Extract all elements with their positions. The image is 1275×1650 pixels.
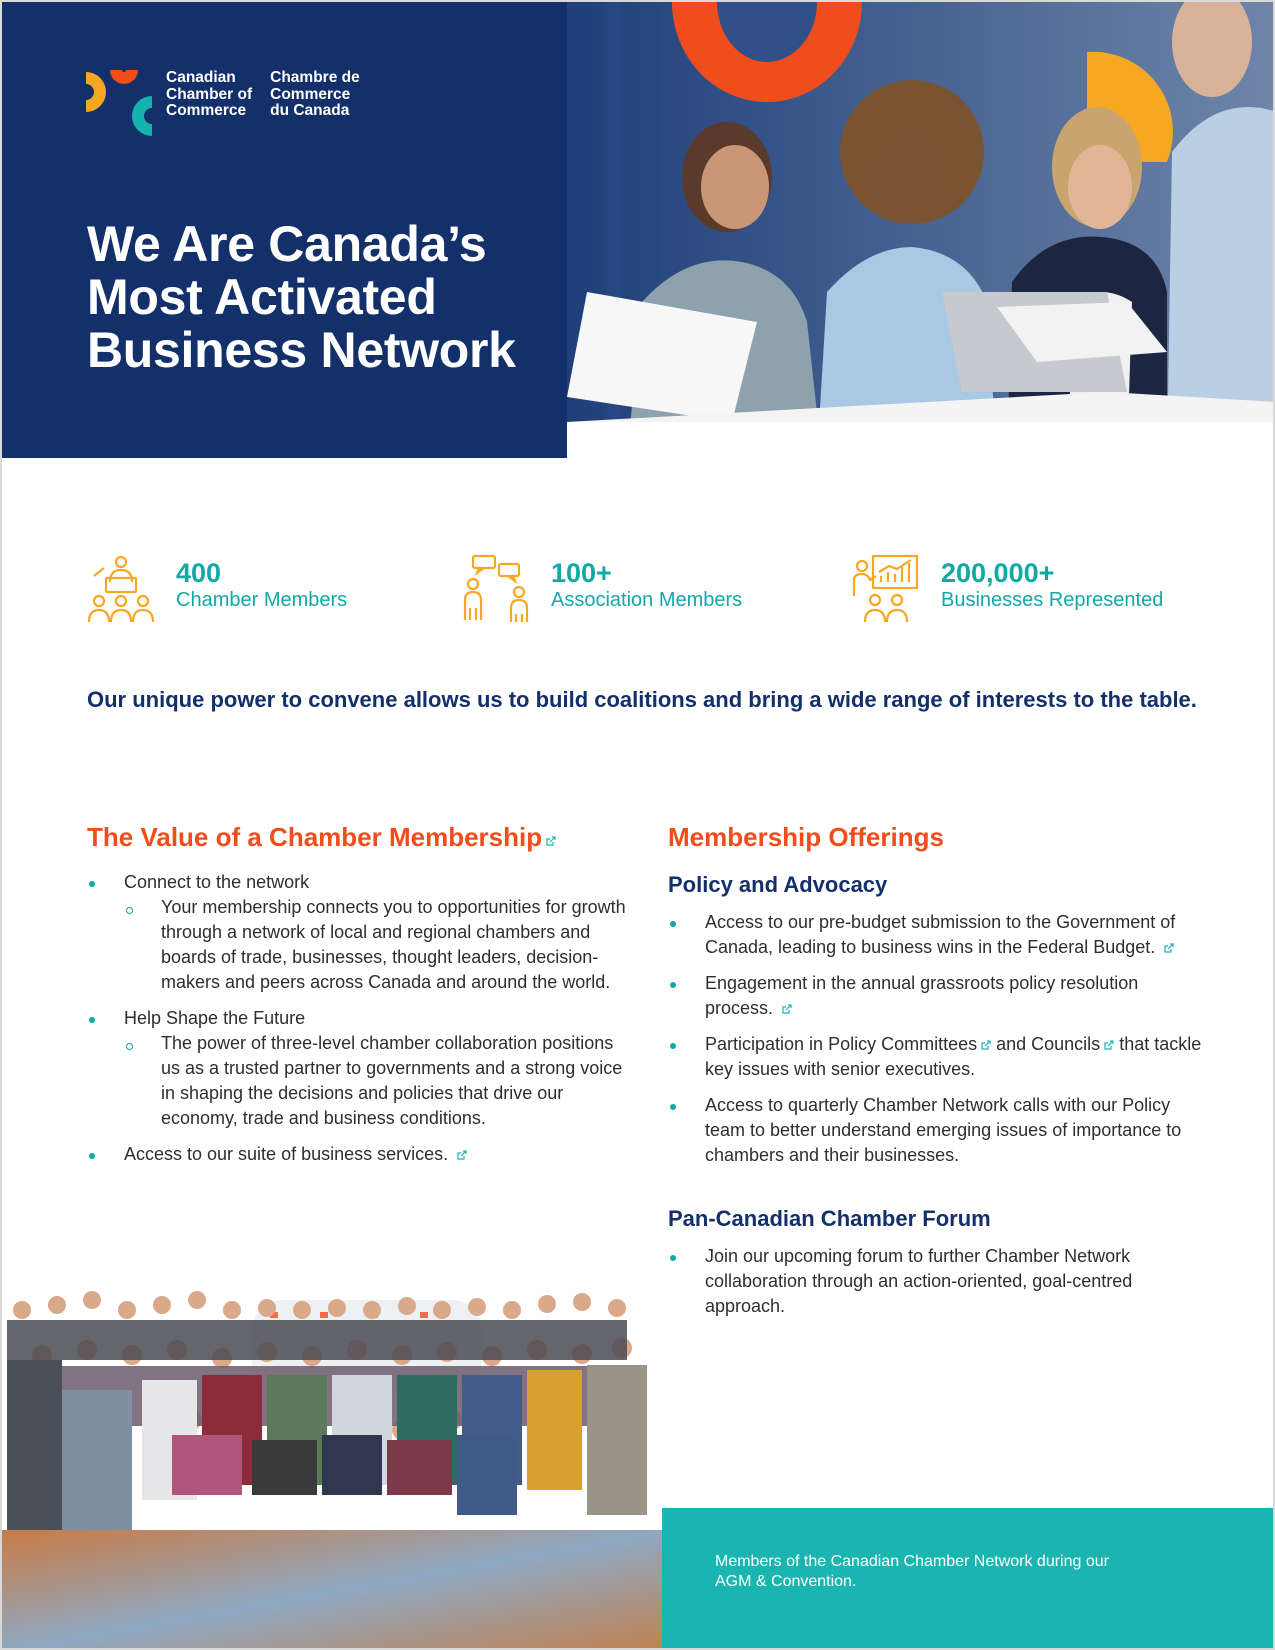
policy-committees-link[interactable]: Participation in Policy Committees xyxy=(705,1034,978,1054)
business-services-link[interactable]: Access to our suite of business services. xyxy=(124,1144,449,1164)
external-link-icon[interactable] xyxy=(457,1150,467,1160)
list-item-text: Help Shape the Future xyxy=(124,1008,306,1028)
lead-statement: Our unique power to convene allows us to build coalitions and bring a wide range of interests to the table. xyxy=(87,687,1197,712)
external-link-icon[interactable] xyxy=(981,1040,991,1050)
list-item-text: that tackle key issues with senior executives. xyxy=(705,1034,1202,1079)
policy-heading: Policy and Advocacy xyxy=(668,872,888,897)
stat-chamber-members xyxy=(86,554,347,624)
stat-label: Association Members xyxy=(551,589,743,611)
people-discussion-icon xyxy=(461,554,531,624)
list-item xyxy=(87,870,627,995)
external-link-icon[interactable] xyxy=(782,1004,792,1014)
external-link-icon[interactable] xyxy=(1164,943,1174,953)
logo-fr-line: Commerce xyxy=(270,85,351,103)
list-item[interactable] xyxy=(668,971,1208,1021)
photo-caption: Members of the Canadian Chamber Network during our AGM & Convention. xyxy=(715,1553,1109,1590)
page-title xyxy=(87,218,557,377)
value-heading[interactable] xyxy=(87,822,627,852)
offerings-section xyxy=(668,822,1208,1319)
logo-en-line: Commerce xyxy=(166,102,247,119)
presenter-audience-icon xyxy=(86,554,156,624)
logo-fr-line: du Canada xyxy=(270,102,350,119)
value-list xyxy=(87,870,627,1167)
stat-number: 100+ xyxy=(551,558,612,588)
logo-text-en xyxy=(166,70,252,120)
list-item xyxy=(87,1006,627,1131)
title-line: We Are Canada’s xyxy=(87,216,487,272)
sub-list xyxy=(124,1031,627,1131)
logo-en-line: Chamber of xyxy=(166,85,253,103)
chamber-logo-mark-icon xyxy=(86,70,152,140)
pre-budget-link[interactable]: Access to our pre-budget submission to the Government of Canada, leading to business wins in the Federal Budget. xyxy=(705,912,1176,957)
external-link-icon[interactable] xyxy=(1104,1040,1114,1050)
sub-list xyxy=(124,895,627,995)
stat-number: 200,000+ xyxy=(941,558,1055,588)
policy-list xyxy=(668,910,1208,1168)
stat-label: Chamber Members xyxy=(176,589,348,611)
group-photo-agm xyxy=(2,1280,674,1650)
councils-link[interactable]: and Councils xyxy=(991,1034,1101,1054)
stat-businesses-represented xyxy=(851,554,1163,624)
sub-list-item: Your membership connects you to opportunities for growth through a network of local and regional chambers and boards of trade, businesses, thought leaders, decision-makers and peers across Canada and around the world. xyxy=(124,895,627,995)
stat-number: 400 xyxy=(176,558,222,588)
offerings-heading: Membership Offerings xyxy=(668,822,944,852)
policy-resolution-link[interactable]: Engagement in the annual grassroots policy resolution process. xyxy=(705,973,1139,1018)
value-section xyxy=(87,822,627,1167)
list-item: Access to quarterly Chamber Network calls with our Policy team to better understand emerging issues of importance to chambers and their businesses. xyxy=(668,1093,1208,1168)
logo xyxy=(86,70,360,140)
stat-association-members xyxy=(461,554,742,624)
stats-row xyxy=(86,554,1196,624)
logo-fr-line: Chambre de xyxy=(270,69,360,86)
title-line: Most Activated xyxy=(87,269,437,325)
stat-label: Businesses Represented xyxy=(941,589,1164,611)
logo-en-line: Canadian xyxy=(166,69,236,86)
list-item xyxy=(668,1032,1208,1082)
sub-list-item: The power of three-level chamber collaboration positions us as a trusted partner to governments and a strong voice in shaping the decisions and policies that drive our economy, trade and business conditions. xyxy=(124,1031,627,1131)
list-item[interactable] xyxy=(668,910,1208,960)
list-item-text: Connect to the network xyxy=(124,872,310,892)
logo-text-fr xyxy=(270,70,360,120)
external-link-icon[interactable] xyxy=(546,836,556,846)
hero-photo-team-meeting xyxy=(567,2,1273,458)
value-heading-text[interactable]: The Value of a Chamber Membership xyxy=(87,822,543,852)
list-item[interactable] xyxy=(87,1142,627,1167)
forum-list xyxy=(668,1244,1208,1319)
forum-heading: Pan-Canadian Chamber Forum xyxy=(668,1206,991,1231)
title-line: Business Network xyxy=(87,322,516,378)
list-item: Join our upcoming forum to further Chamber Network collaboration through an action-oriented, goal-centred approach. xyxy=(668,1244,1208,1319)
chart-presentation-icon xyxy=(851,554,921,624)
hero-banner xyxy=(2,2,1273,458)
